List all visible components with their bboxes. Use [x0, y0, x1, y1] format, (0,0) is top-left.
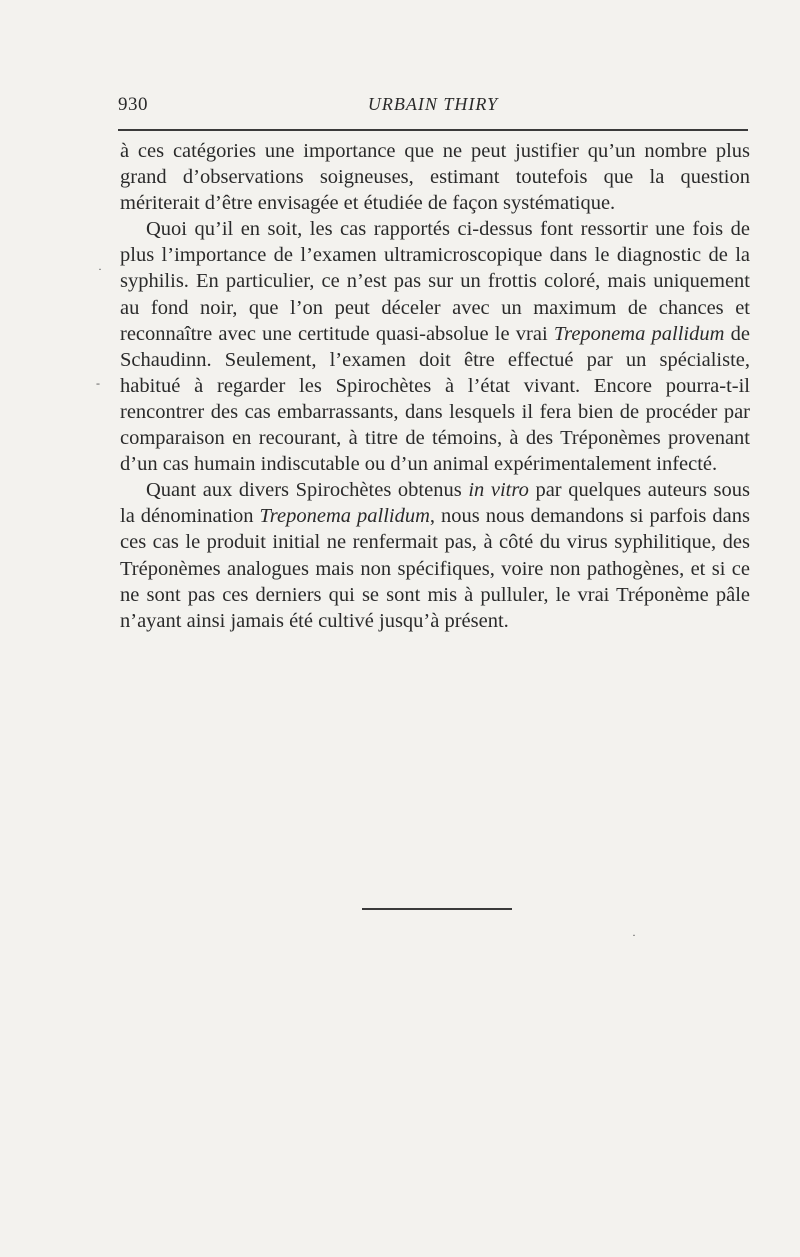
- paragraph-3-middle: par quelques auteurs sous la dénomination: [120, 479, 751, 528]
- paragraph-2-before: Quoi qu’il en soit, les cas rapportés ci-dessus font ressortir une fois de plus l’importance de l’examen ultramicroscopique dans le diagnostic de la syphilis. En particulier, ce n’est pas sur un frottis coloré, mais uniquement au fond noir, que l’on peut déceler avec un maximum de chances et reconnaître avec une certitude quasi-absolue le vrai: [120, 218, 750, 345]
- paragraph-1-text: à ces catégories une importance que ne peut justifier qu’un nombre plus grand d’observations soigneuses, estimant toutefois que la question mériterait d’être envisagée et étudiée de façon systématique.: [120, 140, 750, 215]
- paragraph-3-after: , nous nous demandons si parfois dans ces cas le produit initial ne renfermait pas, à côté du virus syphilitique, des Tréponèmes analogues mais non spécifiques, voire non pathogènes, et si ce ne sont pas ces derniers qui se sont mis à pulluler, le vrai Tréponème pâle n’ayant ainsi jamais été cultivé jusqu’à présent.: [120, 505, 750, 632]
- page-number: 930: [118, 94, 148, 115]
- paragraph-1: [120, 138, 750, 216]
- paragraph-2: [120, 216, 750, 477]
- paragraph-2-italic: Treponema pallidum: [553, 322, 725, 345]
- running-title: URBAIN THIRY: [367, 94, 499, 114]
- page-header: [118, 90, 748, 130]
- header-rule: [118, 129, 748, 131]
- paragraph-2-after: de Schaudinn. Seulement, l’examen doit être effectué par un spécialiste, habitué à regarder les Spirochètes à l’état vivant. Encore pourra-t-il rencontrer des cas embarrassants, dans lesquels il fera bien de procéder par comparaison en recourant, à titre de témoins, à des Tréponèmes provenant d’un cas humain indiscutable ou d’un animal expérimentalement infecté.: [120, 322, 750, 476]
- body-text: [120, 138, 750, 634]
- paragraph-3-italic-2: Treponema pallidum: [259, 505, 430, 528]
- margin-speck: -: [96, 376, 100, 390]
- margin-speck: ·: [632, 928, 636, 942]
- end-rule: [362, 908, 512, 910]
- paragraph-3-italic-1: in vitro: [468, 479, 529, 502]
- paragraph-3-before: Quant aux divers Spirochètes obtenus: [146, 479, 469, 502]
- margin-speck: ·: [98, 262, 102, 276]
- paragraph-3: [120, 477, 750, 634]
